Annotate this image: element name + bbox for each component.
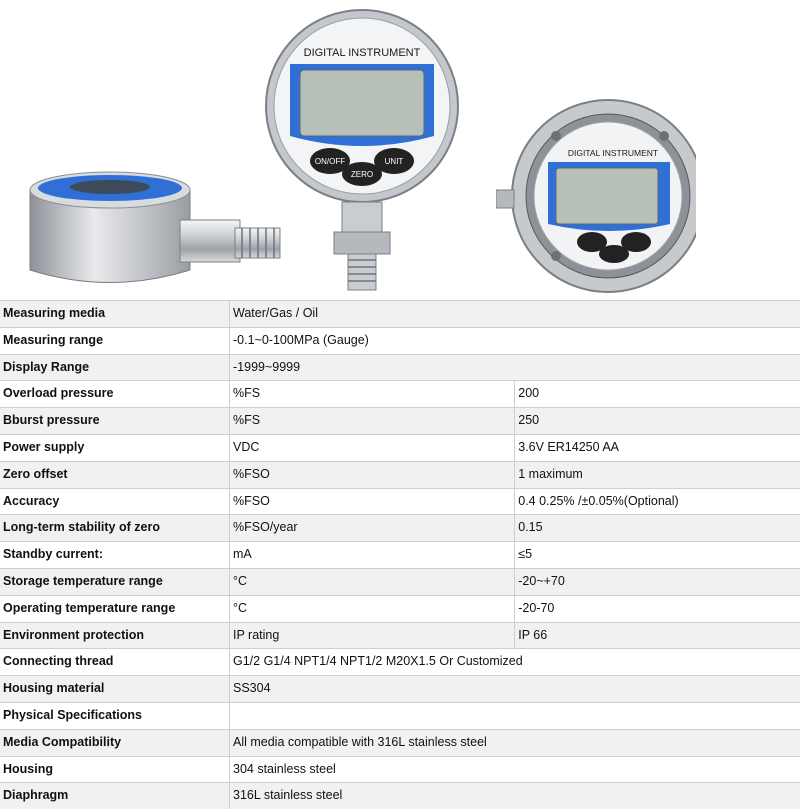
spec-row: [0, 649, 800, 676]
spec-row: [0, 542, 800, 569]
unit-button-label: UNIT: [385, 157, 404, 166]
spec-row: [0, 327, 800, 354]
spec-value: %FSO/year: [230, 515, 515, 542]
spec-label: Zero offset: [0, 461, 230, 488]
spec-table-body: [0, 301, 800, 809]
spec-label: Housing material: [0, 676, 230, 703]
spec-label: Physical Specifications: [0, 702, 230, 729]
spec-row: [0, 461, 800, 488]
spec-row: [0, 301, 800, 328]
spec-row: [0, 702, 800, 729]
spec-value: G1/2 G1/4 NPT1/4 NPT1/2 M20X1.5 Or Customized: [230, 649, 800, 676]
spec-detail: 3.6V ER14250 AA: [515, 434, 800, 461]
spec-row: [0, 568, 800, 595]
spec-value: %FSO: [230, 488, 515, 515]
product-photos: [0, 0, 800, 300]
spec-label: Operating temperature range: [0, 595, 230, 622]
spec-row: [0, 354, 800, 381]
spec-row: [0, 783, 800, 809]
spec-value: VDC: [230, 434, 515, 461]
gauge-side-view-image: [20, 160, 300, 300]
spec-label: Power supply: [0, 434, 230, 461]
spec-value: All media compatible with 316L stainless steel: [230, 729, 800, 756]
spec-label: Overload pressure: [0, 381, 230, 408]
spec-label: Media Compatibility: [0, 729, 230, 756]
spec-value: °C: [230, 568, 515, 595]
spec-value: SS304: [230, 676, 800, 703]
spec-value: -1999~9999: [230, 354, 800, 381]
gauge-front-view-image: [262, 6, 462, 296]
spec-label: Diaphragm: [0, 783, 230, 809]
spec-detail: 200: [515, 381, 800, 408]
spec-row: [0, 434, 800, 461]
spec-label: Long-term stability of zero: [0, 515, 230, 542]
flange-gauge-brand-label: DIGITAL INSTRUMENT: [568, 148, 658, 158]
spec-label: Standby current:: [0, 542, 230, 569]
spec-detail: 0.15: [515, 515, 800, 542]
spec-value: [230, 702, 800, 729]
gauge-brand-label: DIGITAL INSTRUMENT: [304, 47, 421, 59]
spec-value: 316L stainless steel: [230, 783, 800, 809]
spec-label: Storage temperature range: [0, 568, 230, 595]
spec-row: [0, 515, 800, 542]
spec-row: [0, 595, 800, 622]
spec-row: [0, 676, 800, 703]
zero-button-label: ZERO: [351, 170, 373, 179]
spec-detail: -20~+70: [515, 568, 800, 595]
spec-value: Water/Gas / Oil: [230, 301, 800, 328]
spec-value: 304 stainless steel: [230, 756, 800, 783]
spec-label: Environment protection: [0, 622, 230, 649]
spec-value: IP rating: [230, 622, 515, 649]
spec-label: Bburst pressure: [0, 408, 230, 435]
spec-detail: 1 maximum: [515, 461, 800, 488]
spec-value: %FS: [230, 408, 515, 435]
spec-row: [0, 622, 800, 649]
spec-value: %FS: [230, 381, 515, 408]
spec-value: %FSO: [230, 461, 515, 488]
spec-value: -0.1~0-100MPa (Gauge): [230, 327, 800, 354]
spec-table: [0, 300, 800, 809]
spec-row: [0, 729, 800, 756]
spec-row: [0, 408, 800, 435]
spec-detail: IP 66: [515, 622, 800, 649]
gauge-flange-view-image: [496, 96, 696, 301]
spec-detail: 0.4 0.25% /±0.05%(Optional): [515, 488, 800, 515]
spec-label: Measuring media: [0, 301, 230, 328]
spec-label: Measuring range: [0, 327, 230, 354]
spec-detail: 250: [515, 408, 800, 435]
spec-label: Accuracy: [0, 488, 230, 515]
spec-row: [0, 488, 800, 515]
spec-label: Connecting thread: [0, 649, 230, 676]
spec-row: [0, 756, 800, 783]
onoff-button-label: ON/OFF: [315, 157, 345, 166]
spec-value: °C: [230, 595, 515, 622]
spec-row: [0, 381, 800, 408]
spec-label: Display Range: [0, 354, 230, 381]
spec-value: mA: [230, 542, 515, 569]
spec-label: Housing: [0, 756, 230, 783]
spec-detail: -20-70: [515, 595, 800, 622]
spec-detail: ≤5: [515, 542, 800, 569]
